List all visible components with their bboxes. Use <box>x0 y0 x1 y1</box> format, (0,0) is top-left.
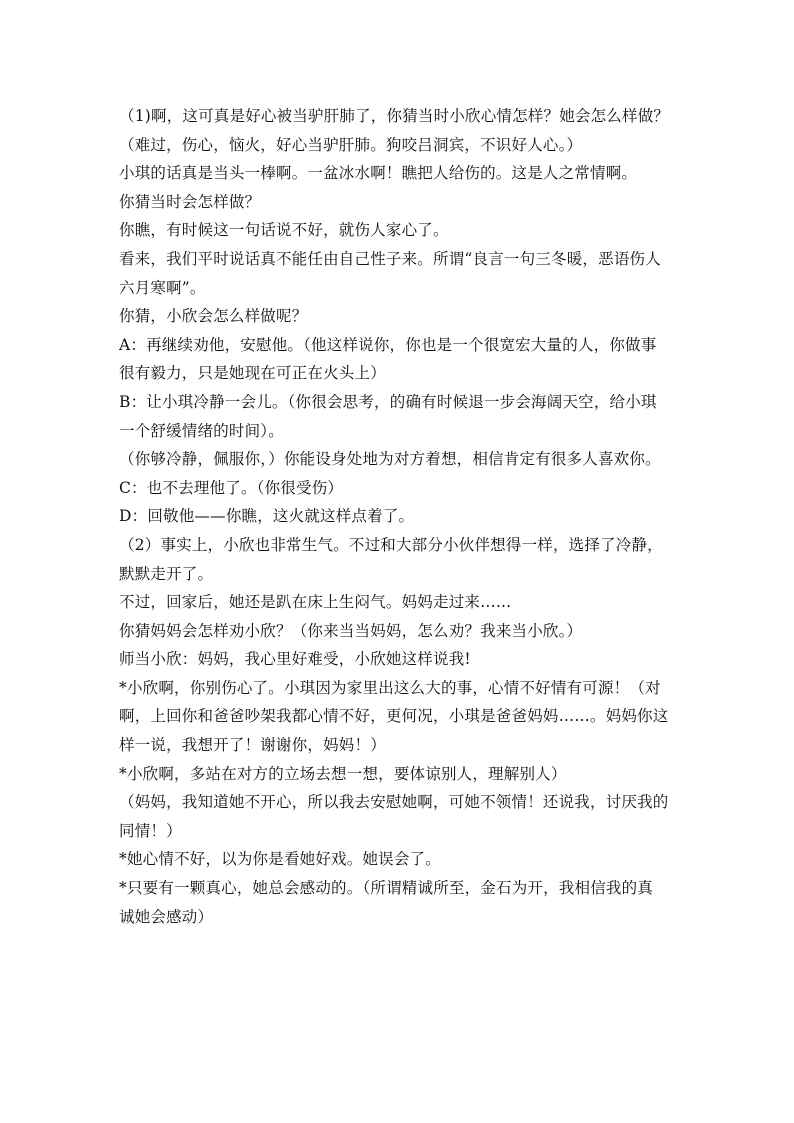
text-line: （1)啊，这可真是好心被当驴肝肺了，你猜当时小欣心情怎样？她会怎么样做？ <box>119 107 670 125</box>
text-line: （你够冷静，佩服你，）你能设身处地为对方着想，相信肯定有很多人喜欢你。 <box>119 450 661 469</box>
text-line: C：也不去理他了。（你很受伤） <box>119 478 344 497</box>
text-line: *她心情不好，以为你是看她好戏。她误会了。 <box>119 850 441 869</box>
text-line: A：再继续劝他，安慰他。（他这样说你，你也是一个很宽宏大量的人，你做事 <box>119 335 657 354</box>
text-line: *小欣啊，你别伤心了。小琪因为家里出这么大的事，心情不好情有可源！（对 <box>119 678 661 697</box>
document-body <box>119 102 679 931</box>
text-line: 你猜当时会怎样做？ <box>119 192 261 211</box>
text-line: B：让小琪冷静一会儿。（你很会思考，的确有时候退一步会海阔天空，给小琪 <box>119 392 657 411</box>
text-line: *只要有一颗真心，她总会感动的。（所谓精诚所至，金石为开，我相信我的真 <box>119 879 654 898</box>
text-line: （难过，伤心，恼火，好心当驴肝肺。狗咬吕洞宾，不识好人心。） <box>119 135 583 154</box>
text-line: 啊，上回你和爸爸吵架我都心情不好，更何况，小琪是爸爸妈妈……。妈妈你这 <box>119 707 669 726</box>
text-line: 诚她会感动） <box>119 907 214 926</box>
text-line: 六月寒啊”。 <box>119 278 206 297</box>
text-line: 同情！） <box>119 821 182 840</box>
text-line: 很有毅力，只是她现在可正在火头上） <box>119 364 386 383</box>
text-line: 你瞧，有时候这一句话说不好，就伤人家心了。 <box>119 221 449 240</box>
text-line: 你猜妈妈会怎样劝小欣？（你来当当妈妈，怎么劝？我来当小欣。） <box>119 621 583 640</box>
text-line: 不过，回家后，她还是趴在床上生闷气。妈妈走过来…… <box>119 593 512 612</box>
text-line: 样一说，我想开了！谢谢你，妈妈！） <box>119 736 386 755</box>
text-line: 师当小欣：妈妈，我心里好难受，小欣她这样说我! <box>119 650 471 669</box>
text-line: （2）事实上，小欣也非常生气。不过和大部分小伙伴想得一样，选择了冷静， <box>119 535 663 554</box>
text-line: 小琪的话真是当头一棒啊。一盆冰水啊！瞧把人给伤的。这是人之常情啊。 <box>119 164 638 183</box>
text-line: 你猜，小欣会怎么样做呢？ <box>119 307 308 326</box>
text-line: 一个舒缓情绪的时间）。 <box>119 421 284 440</box>
text-line: （妈妈，我知道她不开心，所以我去安慰她啊，可她不领情！还说我，讨厌我的 <box>119 793 669 812</box>
text-line: 默默走开了。 <box>119 564 214 583</box>
text-line: D：回敬他——你瞧，这火就这样点着了。 <box>119 507 415 526</box>
text-line: *小欣啊，多站在对方的立场去想一想，要体谅别人，理解别人） <box>119 764 567 783</box>
text-line: 看来，我们平时说话真不能任由自己性子来。所谓“良言一句三冬暖，恶语伤人 <box>119 249 661 268</box>
